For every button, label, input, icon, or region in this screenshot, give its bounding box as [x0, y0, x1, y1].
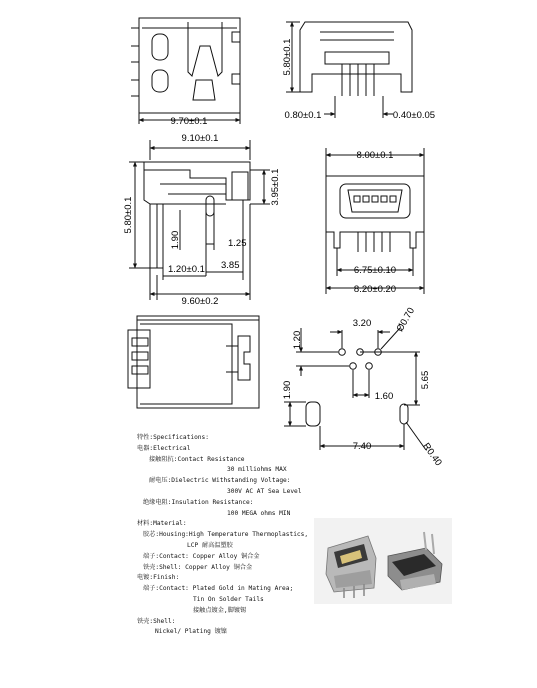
front-top-view	[286, 22, 412, 118]
fp-dim-120: 1.20	[292, 330, 303, 350]
spec-line: 材料:Material:	[137, 520, 187, 528]
fp-dim-565: 5.65	[420, 370, 431, 390]
spec-line: 30 milliohms MAX	[227, 466, 287, 474]
front-top-dim: 8.00±0.1	[356, 150, 394, 161]
spec-line: 300V AC AT Sea Level	[227, 487, 302, 495]
footprint-view	[284, 328, 426, 450]
product-photo	[314, 518, 452, 604]
spec-line: 端子:Contact: Plated Gold in Mating Area;	[143, 585, 294, 593]
spec-line: 接触点镀金,脚镀锡	[193, 606, 247, 614]
spec-line: 耐电压:Dielectric Withstanding Voltage:	[149, 477, 291, 485]
pin-width-dim: 0.40±0.05	[392, 110, 436, 121]
specifications-block	[137, 433, 317, 638]
side-height-dim: 5.80±0.1	[123, 196, 134, 234]
front-top-height-dim: 5.80±0.1	[282, 38, 293, 76]
fp-dim-740: 7.40	[352, 441, 372, 452]
side-dim-385: 3.85	[221, 260, 240, 271]
pitch-dim: 0.80±0.1	[284, 110, 322, 121]
side-dim-120: 1.20±0.1	[168, 264, 205, 275]
spec-line: 绝缘电阻:Insulation Resistance:	[143, 498, 254, 506]
side-dim-125: 1.25	[228, 238, 247, 249]
bottom-view	[128, 316, 259, 408]
side-view	[129, 140, 270, 300]
spec-line: 铁壳:Shell:	[137, 617, 176, 625]
spec-line: 100 MEGA ohms MIN	[227, 509, 291, 517]
side-top-dim: 9.10±0.1	[181, 133, 219, 144]
spec-line: 电器:Electrical	[137, 444, 191, 452]
spec-line: 特性:Specifications:	[137, 434, 209, 441]
spec-line: 电镀:Finish:	[137, 574, 180, 582]
spec-line: Tin On Solder Tails	[193, 595, 264, 603]
front-inner-dim: 6.75±0.10	[353, 265, 397, 276]
spec-line: Nickel/ Plating 镀镍	[155, 628, 227, 636]
spec-line: LCP 耐高温塑胶	[187, 541, 233, 549]
fp-dim-190: 1.90	[282, 380, 293, 400]
side-dim-190: 1.90	[170, 230, 181, 250]
side-bottom-dim: 9.60±0.2	[181, 296, 219, 307]
spec-line: 胶芯:Housing:High Temperature Thermoplastics,	[143, 531, 309, 539]
top-width-dim: 9.70±0.1	[170, 116, 208, 127]
fp-dim-160: 1.60	[374, 391, 394, 402]
spec-line: 接触阻抗:Contact Resistance	[149, 455, 245, 463]
fp-dim-r040: R0.40	[420, 441, 444, 469]
fp-dim-070: Ø0.70	[394, 305, 418, 334]
front-outer-dim: 8.20±0.20	[353, 284, 397, 295]
spec-line: 端子:Contact: Copper Alloy 铜合金	[143, 552, 260, 560]
spec-line: 铁壳:Shell: Copper Alloy 铜合金	[143, 563, 253, 571]
fp-dim-320: 3.20	[352, 318, 372, 329]
top-view	[131, 18, 240, 124]
side-right-dim: 3.95±0.1	[270, 168, 281, 206]
